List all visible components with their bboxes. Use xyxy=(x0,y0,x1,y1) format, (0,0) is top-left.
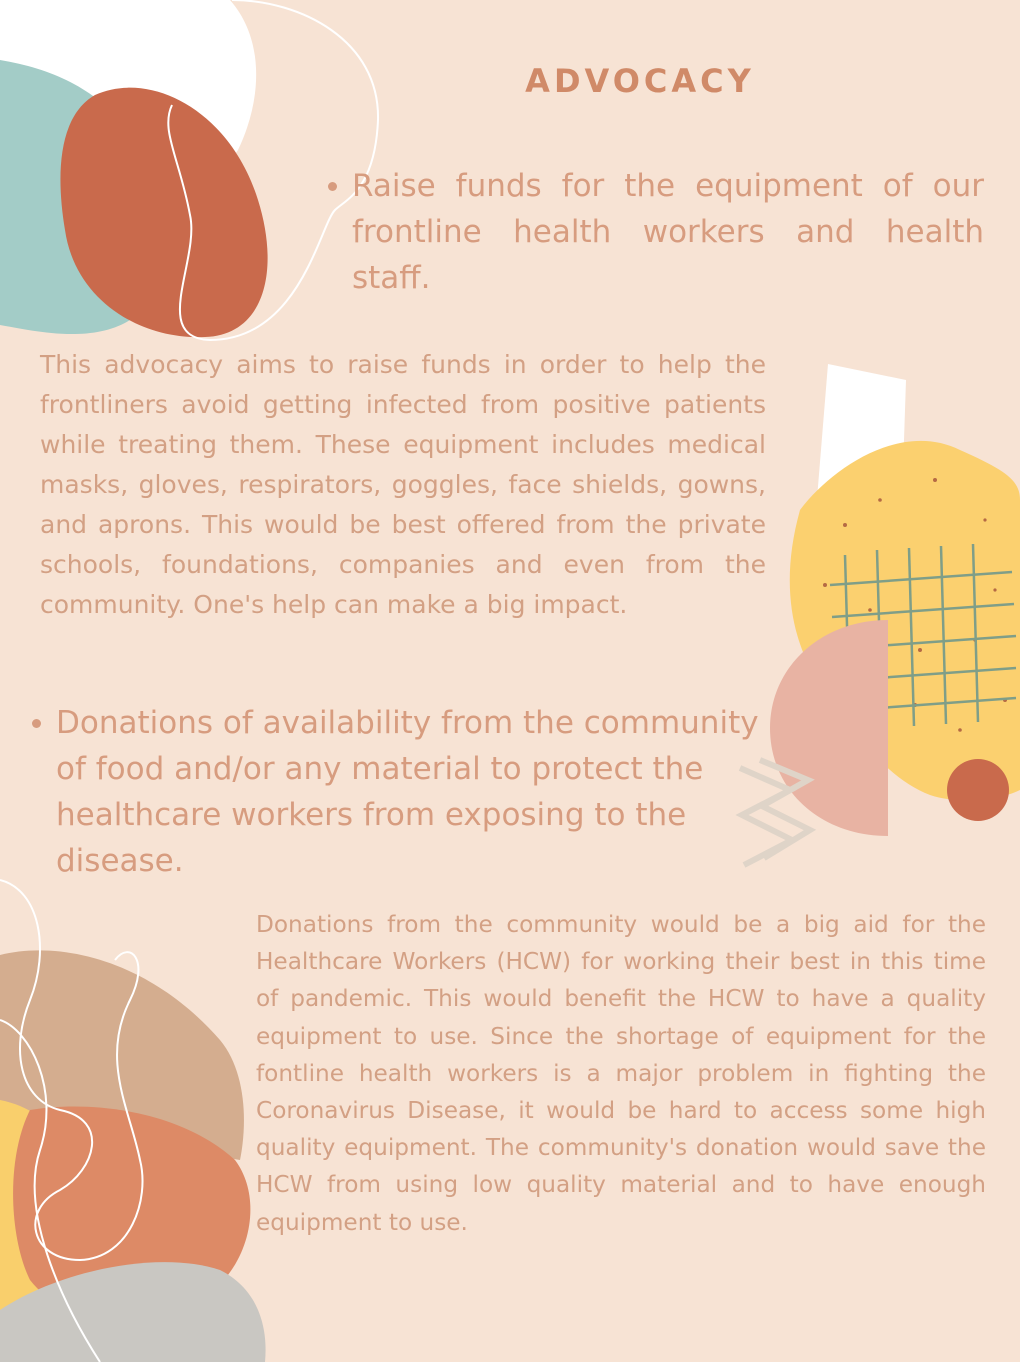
bullet-item-donations xyxy=(56,700,796,884)
paragraph-donations: Donations from the community would be a big aid for the Healthcare Workers (HCW) for working their best in this time of pandemic. This would benefit the HCW to have a quality equipment to use. Since the shortage of equipment for the fontline health workers is a major problem in fighting the Coronavirus Disease, it would be hard to access some high quality equipment. The community's donation would save the HCW from using low quality material and to have enough equipment to use. xyxy=(256,911,986,1236)
bullet-text: Raise funds for the equipment of our frontline health workers and health staff. xyxy=(352,168,984,296)
paragraph-raise-funds: This advocacy aims to raise funds in order to help the frontliners avoid getting infected from positive patients while treating them. These equipment includes medical masks, gloves, respirators, goggles, face shields, gowns, and aprons. This would be best offered from the private schools, foundations, companies and even from the community. One's help can make a big impact. xyxy=(40,350,766,619)
terracotta-dot xyxy=(947,759,1009,821)
bullet-dot-icon xyxy=(328,182,337,191)
page-title: ADVOCACY xyxy=(525,62,755,100)
bullet-item-raise-funds xyxy=(352,163,984,301)
bullet-text: Donations of availability from the community of food and/or any material to protect the healthcare workers from exposing to the disease. xyxy=(56,705,759,879)
bullet-dot-icon xyxy=(32,719,41,728)
